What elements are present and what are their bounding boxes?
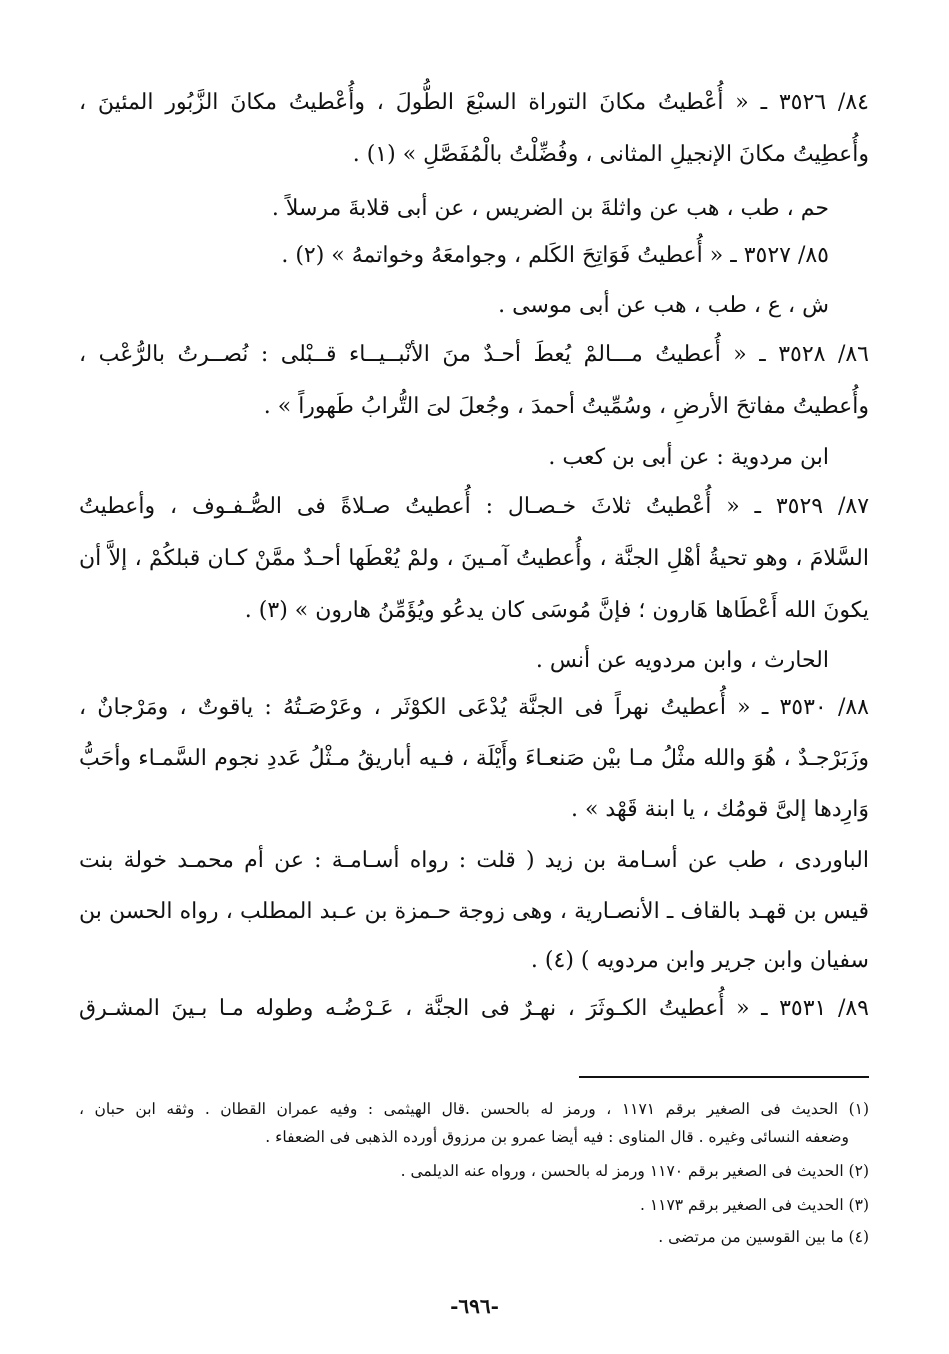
- source-3526: حم ، طب ، هب عن واثلةَ بن الضريس ، عن أبى قلابةَ مرسلاً .: [271, 196, 829, 221]
- footnote-3: (٣) الحديث فى الصغير برقم ١١٧٣ .: [639, 1196, 869, 1214]
- hadith-3530-line-3: وَارِدها إلىَّ قومُك ، يا ابنة قَهْد » .: [570, 797, 869, 822]
- hadith-3526-line-1: ٨٤/ ٣٥٢٦ ـ « أُعْطيتُ مكانَ التوراة السبْعَ الطُّولَ ، وأُعْطيتُ مكانَ الزَّبُور المئينَ ،: [79, 90, 869, 115]
- source-3528: ابن مردوية : عن أبى بن كعب .: [548, 445, 829, 470]
- hadith-3526-line-2: وأُعطِيتُ مكانَ الإنجيلِ المثانى ، وفُضِّلْتُ بالْمُفَصَّلِ » (١) .: [352, 142, 869, 167]
- source-3530-line-1: الباوردى ، طب عن أسـامة بن زيد ( قلت : رواه أسـامـة : عن أم محمـد خولة بنت: [79, 848, 869, 873]
- footnote-1-line-1: (١) الحديث فى الصغير برقم ١١٧١ ، ورمز له بالحسن .قال الهيثمى : وفيه عمران القطان . وثقه ابن حبان ،: [79, 1100, 870, 1118]
- hadith-3531-line-1: ٨٩/ ٣٥٣١ ـ « أُعطيتُ الكـوثَرَ ، نهـرٌ فى الجنَّة ، عَـرْضُـه وطوله مـا بـينَ المشـرق: [79, 996, 869, 1021]
- page-number: -٦٩٦-: [450, 1294, 499, 1318]
- hadith-3530-line-2: وزَبَرْجـدٌ ، هُوَ والله مثْلُ مـا بيْن صَنعـاءَ وأَيْلَة ، فـيه أباريقُ مـثْلُ عَددِ نجوم السَّمـاء وأحَبُّ: [79, 746, 869, 771]
- footnote-1-line-2: وضعفه النسائى وغيره . قال المناوى : فيه أيضا عمرو بن مرزوق أورده الذهبى فى الضعفاء .: [265, 1128, 849, 1146]
- hadith-3530-line-1: ٨٨/ ٣٥٣٠ ـ « أُعطيتُ نهراً فى الجنَّة يُدْعَى الكوْثَر ، وعَرْصَـتُهُ : ياقوتٌ ، ومَرْجانٌ ،: [79, 695, 869, 720]
- footnote-separator: [579, 1076, 869, 1078]
- source-3527: ش ، ع ، طب ، هب عن أبى موسى .: [498, 293, 829, 318]
- source-3530-line-3: سفيان وابن جرير وابن مردويه ) (٤) .: [530, 948, 869, 973]
- hadith-3529-line-1: ٨٧/ ٣٥٢٩ ـ « أُعْطيتُ ثلاثَ خـصـال : أُعطيتُ صـلاةً فى الصُّـفـوف ، وأعطيتُ: [79, 494, 870, 519]
- hadith-3528-line-2: وأُعطيتُ مفاتحَ الأرضِ ، وسُمِّيتُ أحمدَ ، وجُعلَ لىَ التُّرابُ طَهوراً » .: [263, 394, 869, 419]
- source-3530-line-2: قيس بن قهـد بالقاف ـ الأنصـارية ، وهى زوجة حـمزة بن عـبد المطلب ، رواه الحسن بن: [79, 899, 869, 924]
- source-3529: الحارث ، وابن مردويه عن أنس .: [535, 648, 829, 673]
- hadith-3529-line-2: السَّلامَ ، وهو تحيةُ أهْلِ الجنَّة ، وأُعطيتُ آمـينَ ، ولمْ يُعْطَها أحـدٌ ممَّنْ كـان قبلكُمْ ، إلاَّ أن: [79, 546, 869, 571]
- footnote-2: (٢) الحديث فى الصغير برقم ١١٧٠ ورمز له بالحسن ، ورواه عنه الديلمى .: [400, 1162, 869, 1180]
- hadith-3528-line-1: ٨٦/ ٣٥٢٨ ـ « أُعطيتُ مـــالمْ يُعطَ أحـدٌ منَ الأنْبــيــاء قــبْلى : نُصــرتُ بالرُّعْب ،: [79, 342, 869, 367]
- footnote-4: (٤) ما بين القوسين من مرتضى .: [658, 1228, 869, 1246]
- hadith-3527: ٨٥/ ٣٥٢٧ ـ « أُعطيتُ فَوَاتِحَ الكَلم ، وجوامعَهُ وخواتمهُ » (٢) .: [281, 243, 829, 268]
- hadith-3529-line-3: يكونَ الله أَعْطَاها هَارون ؛ فإنَّ مُوسَى كان يدعُو ويُؤَمِّنُ هارون » (٣) .: [244, 598, 869, 623]
